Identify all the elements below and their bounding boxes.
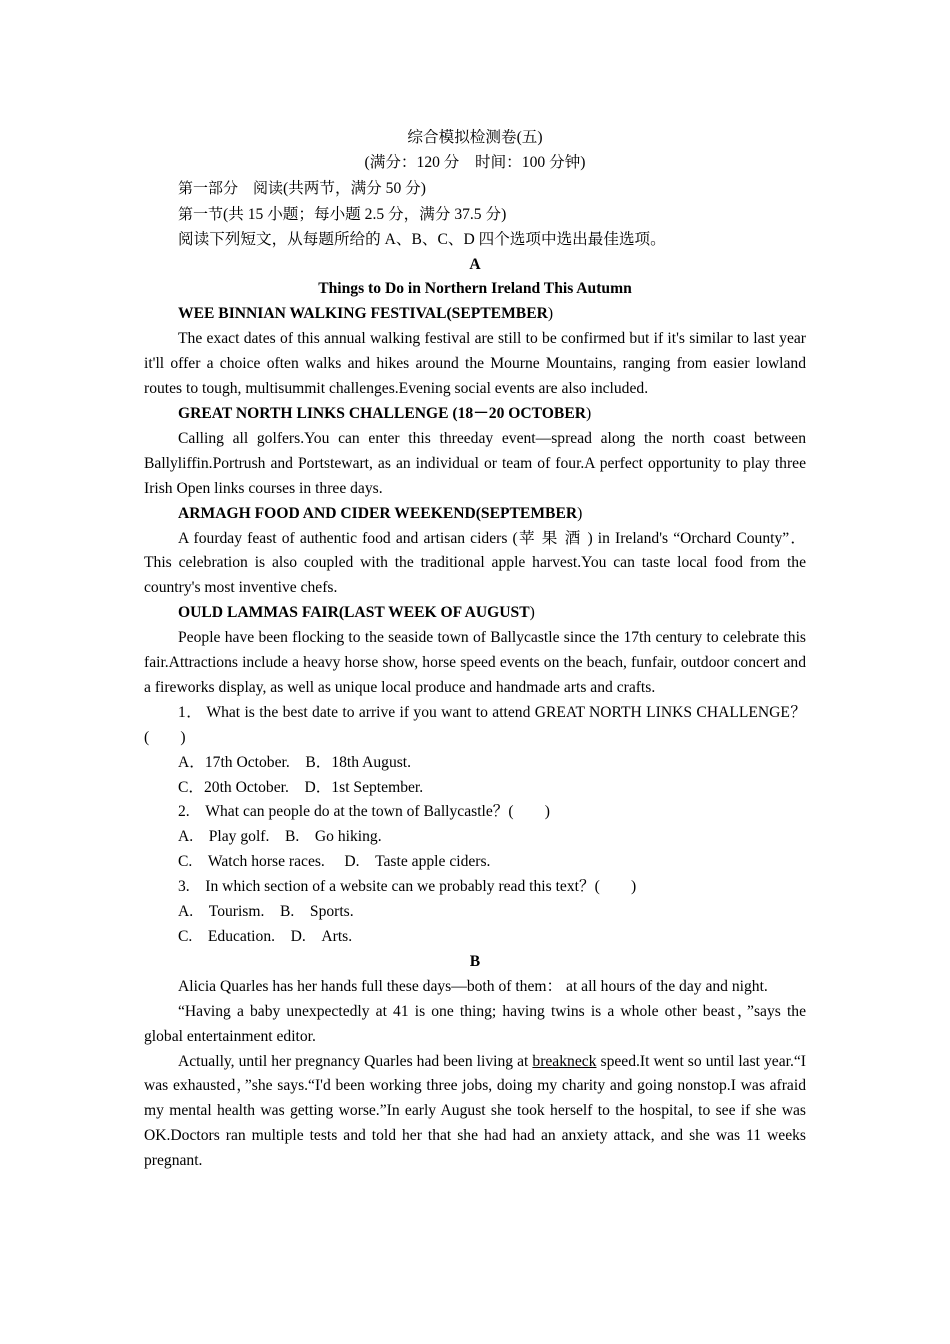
- question-options: C. Watch horse races. D. Taste apple ciders.: [178, 853, 491, 871]
- underlined-word: breakneck: [532, 1052, 597, 1070]
- section-one-label: 第一节: [178, 204, 224, 223]
- part-one-note: (共两节，满分 50 分): [283, 179, 426, 197]
- part-one-label: 第一部分 阅读: [178, 178, 284, 197]
- exam-title: 综合模拟检测卷(五): [407, 129, 543, 146]
- passage-b-paragraph: Actually, until her pregnancy Quarles had been living at breakneck speed.It went so until last year.“I was exhausted，”she says.“I'd been working three jobs, doing my charity and going nonstop.I was afraid my mental health was getting worse.”In early August she took herself to the hospital, to see if she was OK.Doctors ran multiple tests and told her that she had had an anxiety attack, and she was 11 weeks pregnant.: [144, 1052, 806, 1170]
- passage-b-paragraph: Alicia Quarles has her hands full these days—both of them： at all hours of the day and night.: [178, 977, 768, 995]
- event-heading: WEE BINNIAN WALKING FESTIVAL(SEPTEMBER): [178, 305, 554, 323]
- exam-subtitle: (满分：120 分 时间：100 分钟): [364, 153, 586, 171]
- event-heading: GREAT NORTH LINKS CHALLENGE (18－20 OCTOBER): [178, 404, 592, 422]
- question-options: A．17th October. B．18th August.: [178, 753, 412, 771]
- section-one-instruction: 阅读下列短文，从每题所给的 A、B、C、D 四个选项中选出最佳选项。: [178, 230, 666, 248]
- question-stem: 1． What is the best date to arrive if you want to attend GREAT NORTH LINKS CHALLENGE？( ): [144, 703, 806, 746]
- question-stem: 2. What can people do at the town of Ballycastle？( ): [178, 803, 550, 821]
- section-one-note: (共 15 小题；每小题 2.5 分，满分 37.5 分): [223, 205, 507, 223]
- chinese-gloss: 苹果酒: [517, 529, 588, 547]
- question-options: C. Education. D. Arts.: [178, 928, 353, 945]
- passage-b-paragraph: “Having a baby unexpectedly at 41 is one thing; having twins is a whole other beast，”says the global entertainment editor.: [144, 1002, 806, 1045]
- passage-b-letter: B: [469, 952, 481, 970]
- question-options: A. Tourism. B. Sports.: [178, 903, 354, 921]
- event-description: The exact dates of this annual walking festival are still to be confirmed but if it's similar to last year it'll offer a choice often walks and hikes around the Mourne Mountains, ranging from easier lowland routes to tough, multisummit challenges.Evening social events are also included.: [144, 330, 806, 398]
- event-heading: ARMAGH FOOD AND CIDER WEEKEND(SEPTEMBER): [178, 504, 583, 522]
- question-options: A. Play golf. B. Go hiking.: [178, 828, 382, 846]
- event-heading: OULD LAMMAS FAIR(LAST WEEK OF AUGUST): [178, 604, 535, 622]
- event-description: Calling all golfers.You can enter this threeday event—spread along the north coast between Ballyliffin.Portrush and Portstewart, as an individual or team of four.A perfect opportunity to play three Irish Open links courses in three days.: [144, 429, 806, 497]
- question-options: C．20th October. D．1st September.: [178, 778, 424, 796]
- passage-a-title: Things to Do in Northern Ireland This Autumn: [318, 280, 632, 298]
- part-one-heading: [144, 176, 806, 202]
- event-description: A fourday feast of authentic food and artisan ciders (苹果酒) in Ireland's “Orchard County”． This celebration is also coupled with the traditional apple harvest.You can taste local food from the country's most inventive chefs.: [144, 529, 806, 597]
- exam-page: [144, 126, 806, 1174]
- passage-a-letter: A: [469, 255, 481, 273]
- question-stem: 3. In which section of a website can we probably read this text？( ): [178, 878, 637, 896]
- event-description: People have been flocking to the seaside town of Ballycastle since the 17th century to celebrate this fair.Attractions include a heavy horse show, horse speed events on the beach, funfair, outdoor concert and a fireworks display, as well as unique local produce and handmade arts and crafts.: [144, 629, 806, 696]
- section-one-heading: [144, 202, 806, 228]
